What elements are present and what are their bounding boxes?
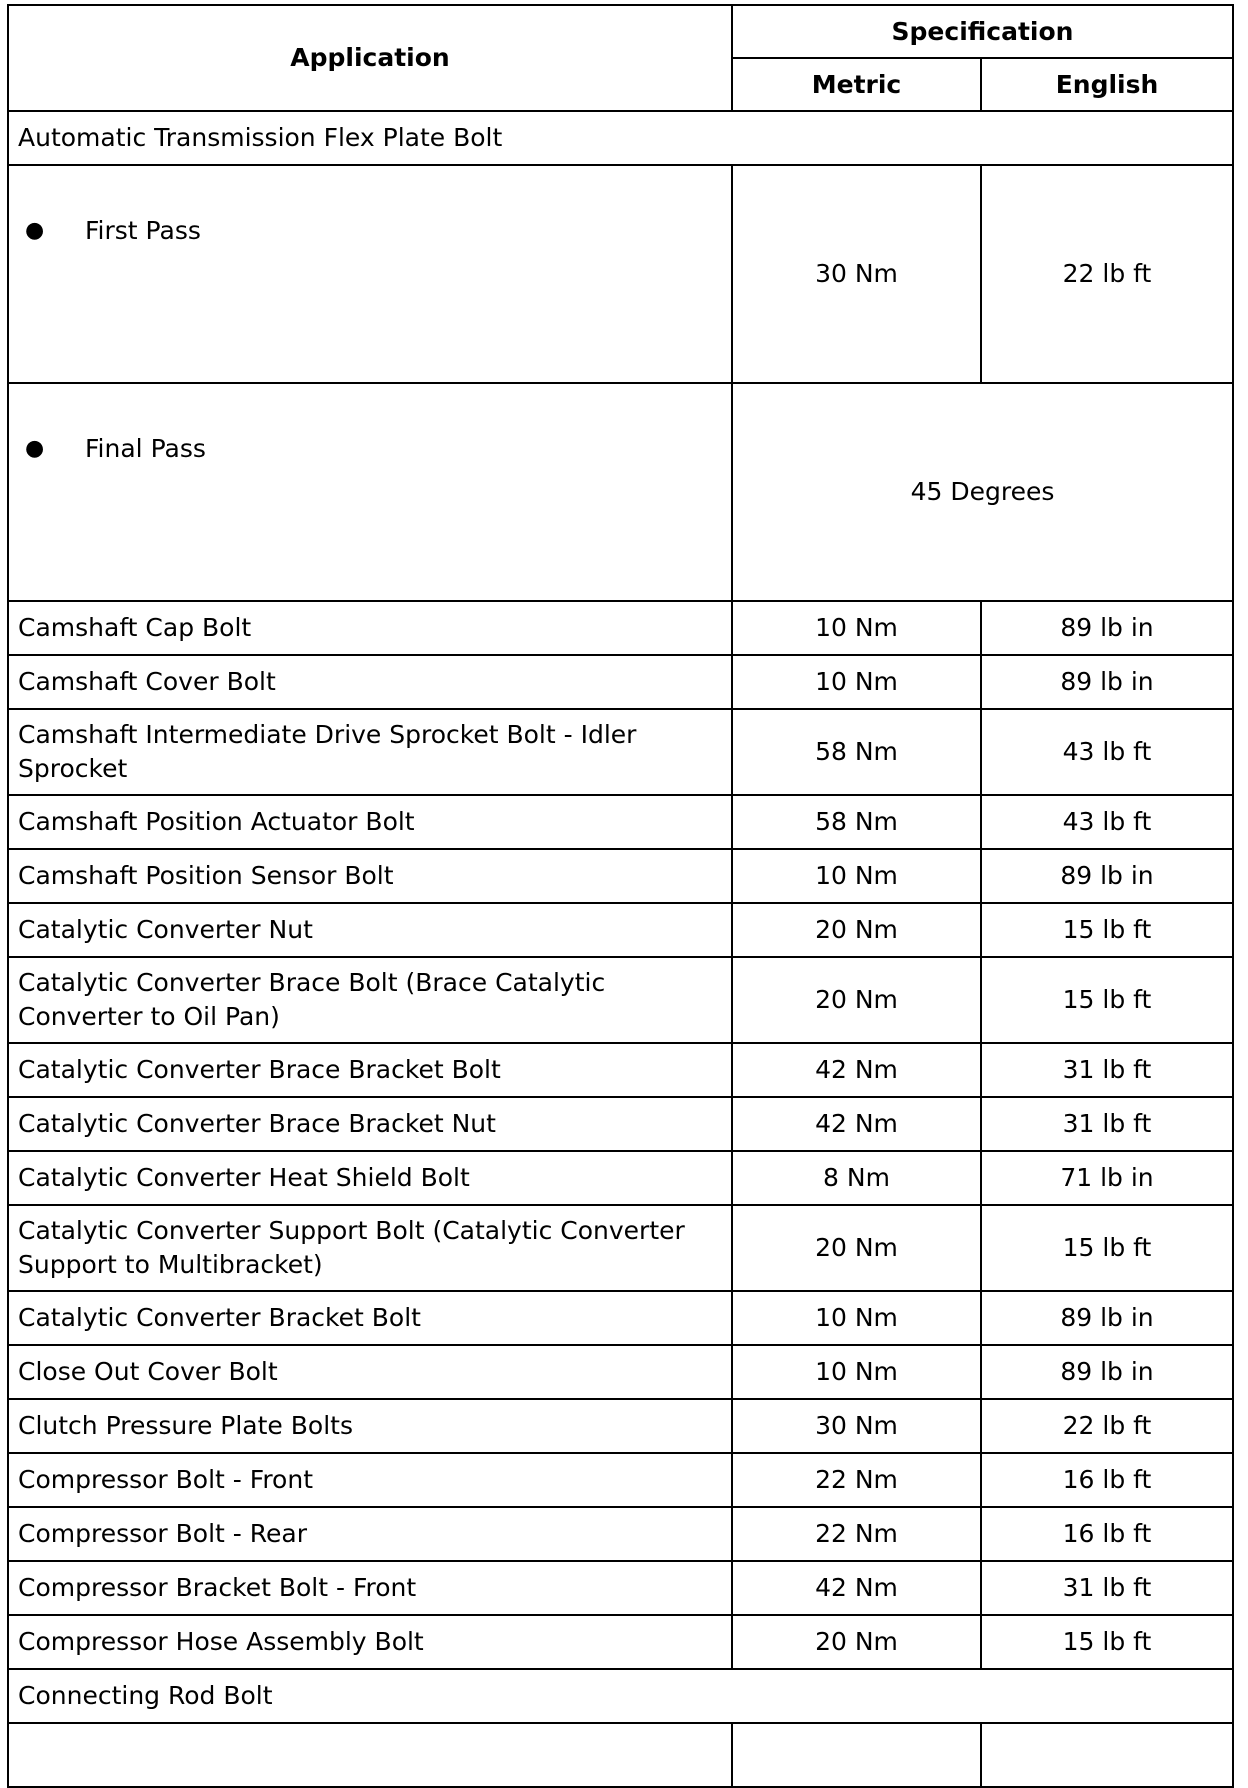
table-row [8,1151,1233,1205]
table-row [8,1205,1233,1291]
table-row [8,1097,1233,1151]
metric-value: 8 Nm [732,1151,981,1205]
table-row [8,1615,1233,1669]
english-value: 16 lb ft [981,1507,1233,1561]
application-cell: Catalytic Converter Brace Bolt (Brace Catalytic Converter to Oil Pan) [8,957,732,1043]
table-row [8,1291,1233,1345]
english-value: 22 lb ft [981,165,1233,383]
group-label: Automatic Transmission Flex Plate Bolt [8,111,1233,165]
application-cell: Compressor Bracket Bolt - Front [8,1561,732,1615]
english-value: 89 lb in [981,1291,1233,1345]
table-row [8,849,1233,903]
english-value: 89 lb in [981,601,1233,655]
english-value: 31 lb ft [981,1043,1233,1097]
metric-value: 10 Nm [732,1345,981,1399]
english-value: 89 lb in [981,849,1233,903]
english-value: 31 lb ft [981,1561,1233,1615]
application-cell: Catalytic Converter Nut [8,903,732,957]
english-value: 89 lb in [981,655,1233,709]
table-row [8,111,1233,165]
metric-value: 20 Nm [732,1205,981,1291]
group-label: Connecting Rod Bolt [8,1669,1233,1723]
metric-value: 10 Nm [732,1291,981,1345]
application-cell: Camshaft Position Actuator Bolt [8,795,732,849]
table-row [8,1507,1233,1561]
english-value: 43 lb ft [981,795,1233,849]
english-value: 15 lb ft [981,1205,1233,1291]
metric-value: 58 Nm [732,795,981,849]
table-row [8,165,1233,383]
metric-value: 20 Nm [732,957,981,1043]
metric-value: 10 Nm [732,849,981,903]
application-cell: Camshaft Cap Bolt [8,601,732,655]
english-header: English [981,58,1233,111]
application-cell: Compressor Bolt - Rear [8,1507,732,1561]
empty-cell [732,1723,981,1787]
metric-value: 22 Nm [732,1453,981,1507]
sub-application-cell [8,383,732,601]
table-row [8,1399,1233,1453]
application-header: Application [8,5,732,111]
table-row [8,1561,1233,1615]
table-row [8,903,1233,957]
english-value: 43 lb ft [981,709,1233,795]
metric-value: 10 Nm [732,655,981,709]
table-row [8,601,1233,655]
empty-cell [8,1723,732,1787]
metric-value: 22 Nm [732,1507,981,1561]
metric-value: 10 Nm [732,601,981,655]
metric-value: 58 Nm [732,709,981,795]
metric-value: 42 Nm [732,1561,981,1615]
table-row [8,1043,1233,1097]
metric-value: 20 Nm [732,903,981,957]
metric-value: 20 Nm [732,1615,981,1669]
sub-application-cell [8,165,732,383]
metric-header: Metric [732,58,981,111]
table-row [8,1453,1233,1507]
application-cell: Catalytic Converter Brace Bracket Nut [8,1097,732,1151]
metric-value: 30 Nm [732,1399,981,1453]
sub-application-label: First Pass [85,216,201,245]
sub-application-label: Final Pass [85,434,206,463]
empty-cell [981,1723,1233,1787]
table-row [8,1723,1233,1787]
bullet-icon: ● [25,218,45,243]
english-value: 15 lb ft [981,903,1233,957]
metric-value: 42 Nm [732,1097,981,1151]
spec-value: 45 Degrees [732,383,1233,601]
table-row [8,383,1233,601]
application-cell: Catalytic Converter Heat Shield Bolt [8,1151,732,1205]
english-value: 15 lb ft [981,1615,1233,1669]
table-row [8,655,1233,709]
application-cell: Compressor Bolt - Front [8,1453,732,1507]
application-cell: Compressor Hose Assembly Bolt [8,1615,732,1669]
application-cell: Camshaft Intermediate Drive Sprocket Bolt - Idler Sprocket [8,709,732,795]
table-row [8,957,1233,1043]
metric-value: 30 Nm [732,165,981,383]
application-cell: Catalytic Converter Support Bolt (Catalytic Converter Support to Multibracket) [8,1205,732,1291]
table-row [8,1669,1233,1723]
table-row [8,709,1233,795]
application-cell: Close Out Cover Bolt [8,1345,732,1399]
bullet-icon: ● [25,436,45,461]
table-row [8,1345,1233,1399]
application-cell: Camshaft Position Sensor Bolt [8,849,732,903]
english-value: 22 lb ft [981,1399,1233,1453]
table-row [8,795,1233,849]
english-value: 89 lb in [981,1345,1233,1399]
metric-value: 42 Nm [732,1043,981,1097]
application-cell: Catalytic Converter Brace Bracket Bolt [8,1043,732,1097]
english-value: 71 lb in [981,1151,1233,1205]
application-cell: Clutch Pressure Plate Bolts [8,1399,732,1453]
torque-specification-table [7,4,1234,1788]
english-value: 31 lb ft [981,1097,1233,1151]
specification-header: Specification [732,5,1233,58]
application-cell: Camshaft Cover Bolt [8,655,732,709]
english-value: 15 lb ft [981,957,1233,1043]
english-value: 16 lb ft [981,1453,1233,1507]
application-cell: Catalytic Converter Bracket Bolt [8,1291,732,1345]
